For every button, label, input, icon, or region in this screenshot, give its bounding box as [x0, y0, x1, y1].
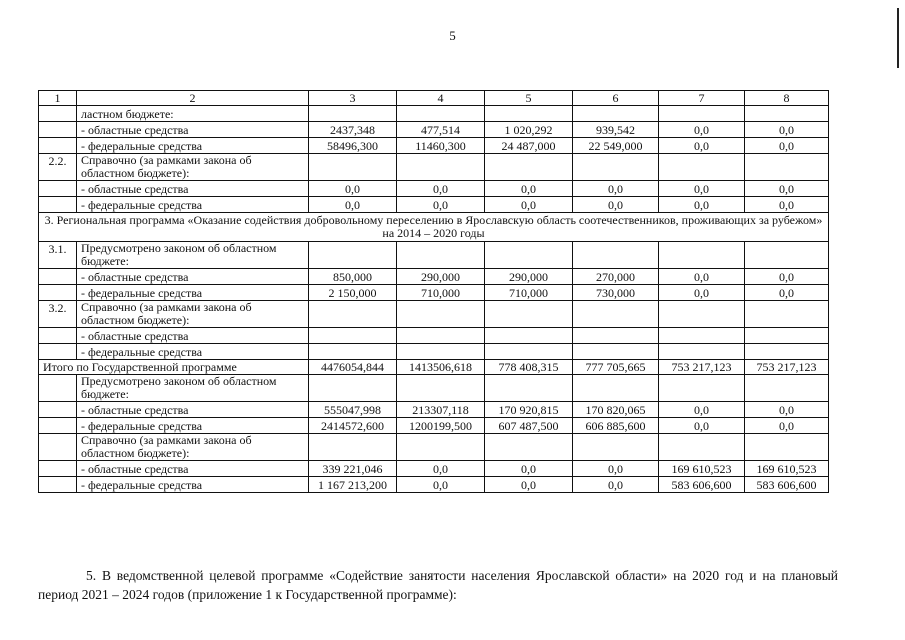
- row-index: [39, 285, 77, 301]
- value-cell: 0,0: [659, 418, 745, 434]
- row-label: - областные средства: [77, 122, 309, 138]
- table-row: [39, 242, 829, 269]
- column-header: 6: [573, 91, 659, 106]
- table-row: [39, 434, 829, 461]
- table-row: [39, 418, 829, 434]
- table-row: [39, 402, 829, 418]
- value-cell: [397, 154, 485, 181]
- value-cell: [659, 434, 745, 461]
- value-cell: [745, 328, 829, 344]
- value-cell: 58496,300: [309, 138, 397, 154]
- value-cell: 1413506,618: [397, 360, 485, 375]
- value-cell: [573, 434, 659, 461]
- value-cell: [397, 375, 485, 402]
- value-cell: 1 020,292: [485, 122, 573, 138]
- value-cell: 0,0: [485, 197, 573, 213]
- value-cell: [659, 375, 745, 402]
- value-cell: [659, 154, 745, 181]
- value-cell: [485, 242, 573, 269]
- value-cell: [659, 106, 745, 122]
- value-cell: 290,000: [397, 269, 485, 285]
- value-cell: 0,0: [745, 402, 829, 418]
- value-cell: 1200199,500: [397, 418, 485, 434]
- column-header: 2: [77, 91, 309, 106]
- row-index: [39, 138, 77, 154]
- table-row: [39, 106, 829, 122]
- value-cell: 753 217,123: [659, 360, 745, 375]
- value-cell: 777 705,665: [573, 360, 659, 375]
- table-row: [39, 154, 829, 181]
- row-index: [39, 461, 77, 477]
- value-cell: [397, 434, 485, 461]
- section-title: 3. Региональная программа «Оказание содействия добровольному переселению в Ярославскую область соотечественников, проживающих за рубежом» на 2014 – 2020 годы: [39, 213, 829, 242]
- value-cell: 0,0: [745, 138, 829, 154]
- value-cell: 0,0: [659, 402, 745, 418]
- value-cell: 0,0: [573, 197, 659, 213]
- row-index: [39, 197, 77, 213]
- row-index: [39, 418, 77, 434]
- value-cell: 0,0: [745, 122, 829, 138]
- value-cell: [745, 434, 829, 461]
- value-cell: 0,0: [309, 181, 397, 197]
- value-cell: [309, 344, 397, 360]
- value-cell: 555047,998: [309, 402, 397, 418]
- row-index: [39, 402, 77, 418]
- row-label: Предусмотрено законом об областном бюджете:: [77, 242, 309, 269]
- value-cell: [309, 242, 397, 269]
- row-index: [39, 344, 77, 360]
- table-row: [39, 477, 829, 493]
- value-cell: 0,0: [485, 181, 573, 197]
- value-cell: [309, 106, 397, 122]
- value-cell: 606 885,600: [573, 418, 659, 434]
- row-label: - федеральные средства: [77, 477, 309, 493]
- value-cell: [573, 344, 659, 360]
- row-index: 3.2.: [39, 301, 77, 328]
- value-cell: 4476054,844: [309, 360, 397, 375]
- row-label: - федеральные средства: [77, 418, 309, 434]
- section-row: [39, 213, 829, 242]
- value-cell: 2414572,600: [309, 418, 397, 434]
- value-cell: 710,000: [485, 285, 573, 301]
- row-label: ластном бюджете:: [77, 106, 309, 122]
- value-cell: 730,000: [573, 285, 659, 301]
- table-row: [39, 301, 829, 328]
- value-cell: [659, 328, 745, 344]
- value-cell: [745, 344, 829, 360]
- value-cell: 213307,118: [397, 402, 485, 418]
- value-cell: [745, 154, 829, 181]
- table-row: [39, 197, 829, 213]
- value-cell: 778 408,315: [485, 360, 573, 375]
- row-index: [39, 328, 77, 344]
- row-label: - федеральные средства: [77, 197, 309, 213]
- value-cell: 169 610,523: [659, 461, 745, 477]
- value-cell: [659, 344, 745, 360]
- footer-paragraph: 5. В ведомственной целевой программе «Содействие занятости населения Ярославской области» на 2020 год и на плановый период 2021 – 2024 годов (приложение 1 к Государственной программе):: [38, 567, 838, 602]
- value-cell: 11460,300: [397, 138, 485, 154]
- value-cell: [485, 106, 573, 122]
- row-index: [39, 375, 77, 402]
- row-index: 2.2.: [39, 154, 77, 181]
- row-label: - областные средства: [77, 181, 309, 197]
- value-cell: [485, 301, 573, 328]
- value-cell: 710,000: [397, 285, 485, 301]
- value-cell: 0,0: [573, 181, 659, 197]
- value-cell: [745, 106, 829, 122]
- value-cell: [309, 301, 397, 328]
- value-cell: 0,0: [397, 197, 485, 213]
- row-label: - федеральные средства: [77, 138, 309, 154]
- table-row: [39, 181, 829, 197]
- value-cell: [659, 301, 745, 328]
- row-index: [39, 269, 77, 285]
- page-number: 5: [449, 28, 456, 43]
- row-index: [39, 477, 77, 493]
- value-cell: 0,0: [659, 122, 745, 138]
- scan-edge-mark: [897, 8, 899, 68]
- column-header: 8: [745, 91, 829, 106]
- column-header: 4: [397, 91, 485, 106]
- value-cell: [573, 154, 659, 181]
- value-cell: 0,0: [397, 477, 485, 493]
- value-cell: [309, 375, 397, 402]
- value-cell: [485, 434, 573, 461]
- value-cell: 0,0: [397, 181, 485, 197]
- value-cell: [397, 344, 485, 360]
- value-cell: [573, 328, 659, 344]
- row-label: - областные средства: [77, 461, 309, 477]
- value-cell: 0,0: [745, 285, 829, 301]
- table-row: [39, 328, 829, 344]
- value-cell: 339 221,046: [309, 461, 397, 477]
- value-cell: 850,000: [309, 269, 397, 285]
- value-cell: 2 150,000: [309, 285, 397, 301]
- column-header: 1: [39, 91, 77, 106]
- value-cell: 1 167 213,200: [309, 477, 397, 493]
- value-cell: 0,0: [659, 269, 745, 285]
- table-row: [39, 269, 829, 285]
- value-cell: [573, 375, 659, 402]
- row-label: Справочно (за рамками закона об областном бюджете):: [77, 434, 309, 461]
- value-cell: [397, 106, 485, 122]
- value-cell: 24 487,000: [485, 138, 573, 154]
- value-cell: 0,0: [745, 181, 829, 197]
- value-cell: [397, 242, 485, 269]
- value-cell: [397, 301, 485, 328]
- row-label: Справочно (за рамками закона об областном бюджете):: [77, 154, 309, 181]
- value-cell: 0,0: [485, 477, 573, 493]
- table-row: [39, 344, 829, 360]
- value-cell: 2437,348: [309, 122, 397, 138]
- value-cell: 0,0: [745, 197, 829, 213]
- value-cell: [485, 154, 573, 181]
- value-cell: [485, 344, 573, 360]
- value-cell: 0,0: [485, 461, 573, 477]
- budget-table-body: [39, 91, 829, 493]
- value-cell: 939,542: [573, 122, 659, 138]
- row-label: Справочно (за рамками закона об областном бюджете):: [77, 301, 309, 328]
- value-cell: 477,514: [397, 122, 485, 138]
- row-label: - федеральные средства: [77, 344, 309, 360]
- value-cell: [745, 375, 829, 402]
- value-cell: 270,000: [573, 269, 659, 285]
- row-index: [39, 181, 77, 197]
- value-cell: 290,000: [485, 269, 573, 285]
- total-label: Итого по Государственной программе: [39, 360, 309, 375]
- column-header: 3: [309, 91, 397, 106]
- value-cell: [485, 328, 573, 344]
- value-cell: [573, 301, 659, 328]
- value-cell: [573, 106, 659, 122]
- row-label: - областные средства: [77, 402, 309, 418]
- value-cell: 0,0: [659, 181, 745, 197]
- value-cell: 170 920,815: [485, 402, 573, 418]
- row-index: [39, 122, 77, 138]
- value-cell: 0,0: [397, 461, 485, 477]
- total-row: [39, 360, 829, 375]
- value-cell: [659, 242, 745, 269]
- budget-table: [38, 90, 829, 493]
- column-header: 7: [659, 91, 745, 106]
- value-cell: 583 606,600: [659, 477, 745, 493]
- table-row: [39, 285, 829, 301]
- row-label: - областные средства: [77, 269, 309, 285]
- value-cell: 0,0: [659, 197, 745, 213]
- row-index: 3.1.: [39, 242, 77, 269]
- value-cell: 0,0: [309, 197, 397, 213]
- value-cell: 0,0: [573, 461, 659, 477]
- value-cell: 607 487,500: [485, 418, 573, 434]
- table-row: [39, 461, 829, 477]
- value-cell: 169 610,523: [745, 461, 829, 477]
- table-row: [39, 375, 829, 402]
- value-cell: [309, 434, 397, 461]
- value-cell: 0,0: [745, 418, 829, 434]
- column-header: 5: [485, 91, 573, 106]
- value-cell: 0,0: [659, 285, 745, 301]
- table-row: [39, 122, 829, 138]
- value-cell: 753 217,123: [745, 360, 829, 375]
- value-cell: 22 549,000: [573, 138, 659, 154]
- value-cell: [573, 242, 659, 269]
- value-cell: [745, 242, 829, 269]
- row-label: - федеральные средства: [77, 285, 309, 301]
- header-row: [39, 91, 829, 106]
- value-cell: 170 820,065: [573, 402, 659, 418]
- value-cell: [397, 328, 485, 344]
- value-cell: [745, 301, 829, 328]
- value-cell: [485, 375, 573, 402]
- row-label: Предусмотрено законом об областном бюджете:: [77, 375, 309, 402]
- value-cell: 0,0: [745, 269, 829, 285]
- value-cell: 0,0: [573, 477, 659, 493]
- table-row: [39, 138, 829, 154]
- value-cell: [309, 154, 397, 181]
- row-index: [39, 434, 77, 461]
- row-index: [39, 106, 77, 122]
- value-cell: [309, 328, 397, 344]
- value-cell: 583 606,600: [745, 477, 829, 493]
- row-label: - областные средства: [77, 328, 309, 344]
- value-cell: 0,0: [659, 138, 745, 154]
